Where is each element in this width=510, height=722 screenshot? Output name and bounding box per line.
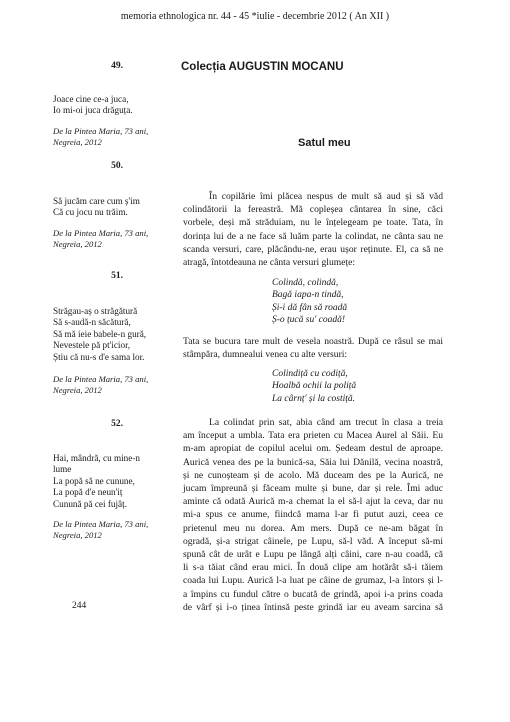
poem-line: La popă d'e neun'iț bbox=[53, 487, 123, 498]
text-line: și ne cunoșteam și de acolo. Mă duceam des pe la Aurică, ne bbox=[183, 469, 443, 481]
poem-text bbox=[53, 196, 140, 219]
source-line: Negreia, 2012 bbox=[53, 137, 102, 147]
source-line: De la Pintea Maria, 73 ani, bbox=[53, 126, 149, 136]
source-line: De la Pintea Maria, 73 ani, bbox=[53, 228, 149, 238]
text-line: stâmpăra, dumnealui venea cu alte versuri: bbox=[183, 349, 348, 361]
source-line: Negreia, 2012 bbox=[53, 239, 102, 249]
text-line: de vârf și i-o ținea întinsă peste grindă iar eu aveam sarcina să bbox=[183, 601, 443, 613]
source-line: Negreia, 2012 bbox=[53, 530, 102, 540]
poem-line: Io mi-oi juca drăguța. bbox=[53, 105, 133, 116]
poem-source bbox=[53, 374, 148, 396]
section-title: Satul meu bbox=[298, 137, 351, 149]
text-line: vorbele, deși mă străduiam, nu le înțelegeam pe toate. Tata, în bbox=[183, 217, 443, 229]
text-line: ogradă, și-a strigat câinele, pe Lupu, să-l văd. A început să-mi bbox=[183, 535, 443, 547]
verse-block bbox=[272, 368, 356, 405]
source-line: De la Pintea Maria, 73 ani, bbox=[53, 519, 149, 529]
verse-line: Ș-o țucă su' coadă! bbox=[272, 315, 346, 326]
paragraph bbox=[183, 335, 443, 361]
poem-source bbox=[53, 126, 148, 148]
poem-number: 49. bbox=[111, 61, 123, 71]
text-line: dorința lui de a ne face să luăm parte la colindat, ne cânta sau ne bbox=[183, 230, 443, 242]
poem-number: 51. bbox=[111, 271, 123, 281]
verse-line: Colindiță cu codiță, bbox=[272, 369, 348, 379]
verse-line: Bagă iapa-n tindă, bbox=[272, 290, 344, 301]
text-line: li s-a tăiat când erau mici. În două clipe am hotărât să-i tăiem bbox=[183, 562, 443, 574]
text-line: jucam împreună și făceam multe și bune, dar și rele. Îmi aduc bbox=[183, 483, 443, 495]
poem-line: Străgau-aș o străgătură bbox=[53, 306, 138, 316]
verse-line: Și-i dă fân să roadă bbox=[272, 302, 348, 313]
verse-block bbox=[272, 277, 347, 327]
text-line: a împins cu fundul către o bucată de grindă, apoi i-a prins coada bbox=[183, 588, 443, 600]
poem-line: Cunună pă cei fujâț. bbox=[53, 498, 127, 509]
poem-line: Să jucăm care cum ș'im bbox=[53, 196, 140, 206]
page-number: 244 bbox=[72, 601, 87, 611]
text-line: aminte că odată Aurică m-a chemat la el să-l ajut la ceva, dar nu bbox=[183, 496, 443, 508]
poem-line: Să mă ieie babele-n gură, bbox=[53, 328, 147, 339]
collection-title: Colecția AUGUSTIN MOCANU bbox=[181, 61, 344, 73]
text-line: Aurică venea des pe la bunică-sa, Săia lui Dănilă, vecina noastră, bbox=[183, 456, 443, 468]
text-line: prietenul meu nu dorea. Am mers. După ce ne-am băgat în bbox=[183, 522, 443, 534]
poem-text bbox=[53, 306, 146, 363]
running-header: memoria ethnologica nr. 44 - 45 *iulie - decembrie 2012 ( An XII ) bbox=[120, 11, 390, 22]
poem-number: 52. bbox=[111, 419, 123, 429]
poem-text bbox=[53, 94, 133, 117]
paragraph bbox=[183, 190, 443, 269]
source-line: De la Pintea Maria, 73 ani, bbox=[53, 374, 149, 384]
text-line: Tata se bucura tare mult de vesela noastră. După ce râsul se mai bbox=[183, 336, 443, 347]
poem-number: 50. bbox=[111, 161, 123, 171]
poem-line: lume bbox=[53, 464, 72, 475]
poem-source bbox=[53, 228, 148, 250]
poem-line: Că cu jocu nu trăim. bbox=[53, 207, 128, 218]
paragraph bbox=[183, 416, 443, 614]
text-line: am început a umbla. Tata era prieten cu Macea Aurel al Săii. Eu bbox=[183, 430, 443, 442]
poem-text bbox=[53, 453, 140, 510]
poem-line: Hai, mândră, cu mine-n bbox=[53, 453, 140, 463]
poem-line: Nevestele pă pt'icior, bbox=[53, 340, 131, 351]
poem-line: Să s-audă-n săcătură, bbox=[53, 317, 131, 328]
text-line: colindătorii la fereastră. Mă copleșea cântarea în sine, căci bbox=[183, 204, 443, 216]
poem-source bbox=[53, 519, 148, 541]
source-line: Negreia, 2012 bbox=[53, 385, 102, 395]
poem-line: Joace cine ce-a juca, bbox=[53, 94, 129, 104]
text-line: La colindat prin sat, abia când am trecut în clasa a treia bbox=[209, 417, 443, 428]
text-line: coada lui Lupu. Aurică l-a luat pe câine de grumaz, l-a întors și l- bbox=[183, 575, 443, 587]
text-line: spună cât de urât e Lupu pe lângă alți câini, care n-au coadă, că bbox=[183, 549, 443, 561]
verse-line: La cârnț' și la costiță. bbox=[272, 393, 356, 404]
text-line: scanda versuri, care, plăcându-ne, erau ușor reținute. El, ca să ne bbox=[183, 243, 443, 255]
text-line: În copilărie îmi plăcea nespus de mult să aud și să văd bbox=[209, 191, 443, 202]
text-line: mi-a spus ce anume, fiindcă mama l-ar fi putut auzi, ceea ce bbox=[183, 509, 443, 521]
poem-line: Știu că nu-s d'e sama lor. bbox=[53, 351, 145, 362]
poem-line: La popă să ne cunune, bbox=[53, 475, 135, 486]
text-line: m-am apropiat de copilul acelui om. Ședeam destul de aproape. bbox=[183, 443, 443, 455]
verse-line: Hoalbă ochii la poliță bbox=[272, 381, 357, 392]
text-line: atragă, întotdeauna ne cânta versuri glumețe: bbox=[183, 257, 356, 269]
verse-line: Colindă, colindă, bbox=[272, 278, 339, 288]
